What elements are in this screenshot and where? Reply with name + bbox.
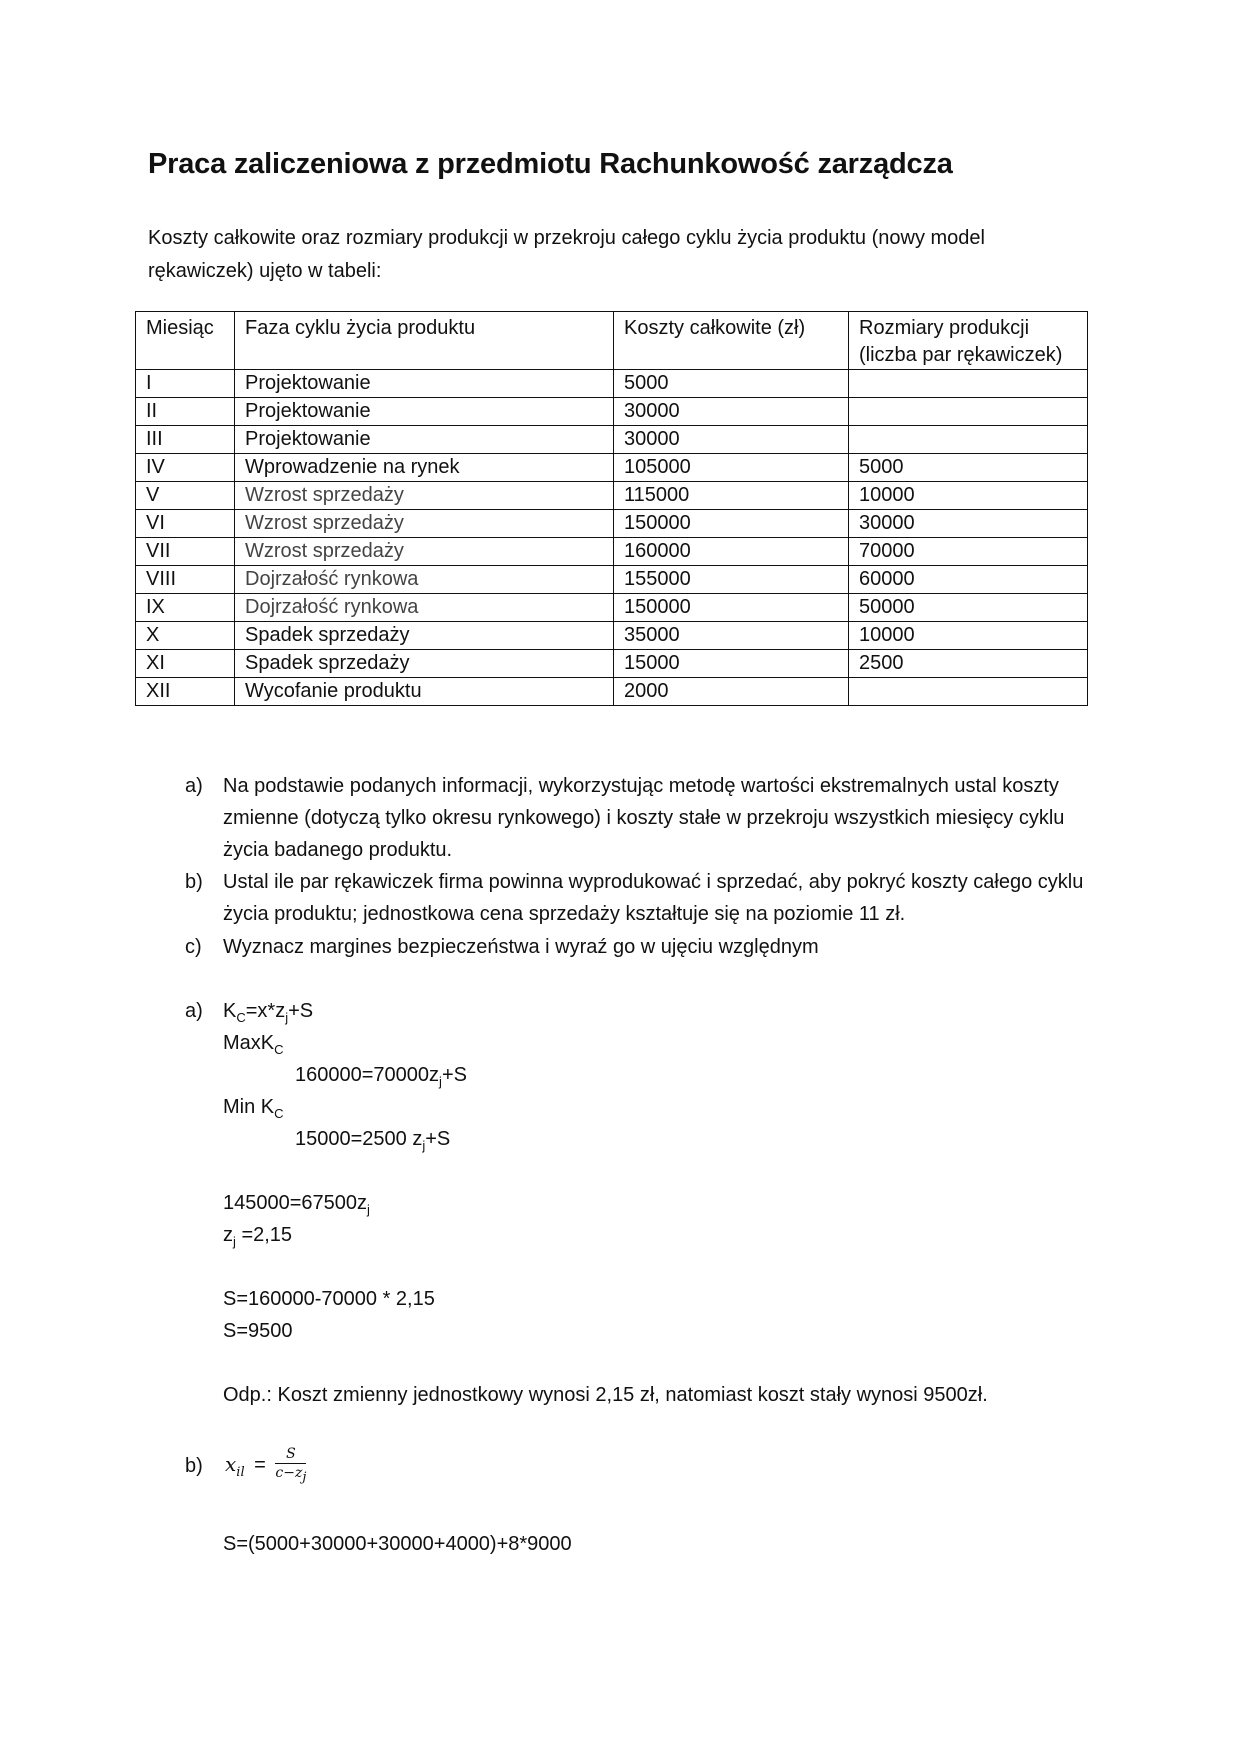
- eq-text: +S: [288, 1000, 314, 1022]
- cell-production: 2500: [849, 650, 1088, 678]
- question-label: b): [185, 871, 203, 893]
- eq-text: +S: [441, 1064, 467, 1086]
- eq-text: K: [223, 1000, 237, 1022]
- formula-eq: =: [254, 1454, 266, 1476]
- cell-month: VI: [136, 510, 235, 538]
- cell-month: VII: [136, 538, 235, 566]
- cell-phase: Spadek sprzedaży: [235, 650, 614, 678]
- table-body: [136, 370, 1088, 706]
- eq-text: 160000=70000z: [295, 1064, 440, 1086]
- intro-paragraph: Koszty całkowite oraz rozmiary produkcji w przekroju całego cyklu życia produktu (nowy model rękawiczek) ujęto w tabeli:: [148, 227, 985, 282]
- eq-sub: C: [274, 1106, 284, 1121]
- table-row: [136, 594, 1088, 622]
- formula-fraction: [275, 1446, 306, 1486]
- cell-production: 5000: [849, 454, 1088, 482]
- question-a: [185, 770, 1085, 866]
- cell-phase: Spadek sprzedaży: [235, 622, 614, 650]
- cell-production: 30000: [849, 510, 1088, 538]
- equation-line: [223, 1029, 284, 1064]
- formula-den-text: c−z: [275, 1464, 303, 1481]
- equation-line: S=9500: [223, 1320, 293, 1342]
- cell-month: IV: [136, 454, 235, 482]
- cell-production: [849, 426, 1088, 454]
- cell-phase: Wzrost sprzedaży: [235, 538, 614, 566]
- table-row: [136, 454, 1088, 482]
- question-text: Na podstawie podanych informacji, wykorzystując metodę wartości ekstremalnych ustal koszty zmienne (dotyczą tylko okresu rynkowego) i koszty stałe w przekroju wszystkich miesięcy cyklu życia badanego produktu.: [223, 775, 1065, 861]
- cell-month: V: [136, 482, 235, 510]
- equation-line: [295, 1125, 450, 1160]
- eq-text: =2,15: [235, 1224, 293, 1246]
- equation-line: [223, 997, 313, 1032]
- cell-month: III: [136, 426, 235, 454]
- cell-cost: 150000: [614, 594, 849, 622]
- cell-month: X: [136, 622, 235, 650]
- page-title: Praca zaliczeniowa z przedmiotu Rachunkowość zarządcza: [148, 148, 953, 180]
- cell-production: 60000: [849, 566, 1088, 594]
- equation-line: S=(5000+30000+30000+4000)+8*9000: [223, 1533, 572, 1555]
- eq-sub: j: [422, 1138, 426, 1153]
- eq-sub: j: [285, 1010, 289, 1025]
- eq-text: z: [223, 1224, 233, 1246]
- cell-production: [849, 370, 1088, 398]
- equation-line: [223, 1189, 370, 1224]
- question-text: Ustal ile par rękawiczek firma powinna wyprodukować i sprzedać, aby pokryć koszty całego cyklu życia produktu; jednostkowa cena sprzedaży kształtuje się na poziomie 11 zł.: [223, 871, 1084, 925]
- cell-cost: 105000: [614, 454, 849, 482]
- cell-cost: 35000: [614, 622, 849, 650]
- equation-line: [223, 1093, 284, 1128]
- table-row: [136, 566, 1088, 594]
- eq-text: Min K: [223, 1096, 275, 1118]
- eq-text: =x*z: [245, 1000, 286, 1022]
- equation-line: [295, 1061, 467, 1096]
- header-month: Miesiąc: [136, 312, 235, 370]
- cell-production: 70000: [849, 538, 1088, 566]
- header-cost: Koszty całkowite (zł): [614, 312, 849, 370]
- cell-phase: Projektowanie: [235, 398, 614, 426]
- eq-text: 145000=67500z: [223, 1192, 368, 1214]
- formula-den-sub: j: [302, 1469, 307, 1485]
- cell-phase: Wycofanie produktu: [235, 678, 614, 706]
- table-header-row: [136, 312, 1088, 370]
- equation-line: S=160000-70000 * 2,15: [223, 1288, 435, 1310]
- table-row: [136, 622, 1088, 650]
- cell-production: 50000: [849, 594, 1088, 622]
- cell-phase: Dojrzałość rynkowa: [235, 566, 614, 594]
- cell-phase: Wzrost sprzedaży: [235, 482, 614, 510]
- break-even-formula: [225, 1440, 306, 1497]
- question-text: Wyznacz margines bezpieczeństwa i wyraź go w ujęciu względnym: [223, 936, 819, 958]
- header-phase: Faza cyklu życia produktu: [235, 312, 614, 370]
- cell-phase: Projektowanie: [235, 370, 614, 398]
- cell-month: XI: [136, 650, 235, 678]
- eq-text: +S: [425, 1128, 451, 1150]
- formula-lhs: x: [225, 1452, 237, 1476]
- equation-line: [223, 1221, 292, 1256]
- eq-sub: C: [274, 1042, 284, 1057]
- cell-production: 10000: [849, 482, 1088, 510]
- eq-text: MaxK: [223, 1032, 275, 1054]
- question-label: a): [185, 775, 203, 797]
- header-production: Rozmiary produkcji (liczba par rękawiczek): [849, 312, 1088, 370]
- cell-production: [849, 398, 1088, 426]
- eq-sub: j: [233, 1234, 236, 1249]
- table-row: [136, 650, 1088, 678]
- question-c: [185, 931, 1085, 963]
- cell-month: XII: [136, 678, 235, 706]
- table-row: [136, 678, 1088, 706]
- cell-cost: 115000: [614, 482, 849, 510]
- cell-phase: Projektowanie: [235, 426, 614, 454]
- eq-sub: j: [367, 1202, 370, 1217]
- cell-cost: 15000: [614, 650, 849, 678]
- eq-sub: j: [439, 1074, 442, 1089]
- eq-sub: C: [236, 1010, 246, 1025]
- eq-text: 15000=2500 z: [295, 1128, 423, 1150]
- table-row: [136, 398, 1088, 426]
- cell-cost: 30000: [614, 398, 849, 426]
- question-b: [185, 866, 1085, 930]
- cell-phase: Wzrost sprzedaży: [235, 510, 614, 538]
- question-label: c): [185, 936, 202, 958]
- table-row: [136, 538, 1088, 566]
- cell-month: I: [136, 370, 235, 398]
- formula-lhs-sub: il: [236, 1465, 245, 1480]
- answer-line: Odp.: Koszt zmienny jednostkowy wynosi 2,15 zł, natomiast koszt stały wynosi 9500zł.: [223, 1384, 988, 1406]
- lifecycle-table: [135, 311, 1088, 706]
- cell-phase: Wprowadzenie na rynek: [235, 454, 614, 482]
- formula-denominator: [275, 1464, 306, 1486]
- table-row: [136, 370, 1088, 398]
- cell-cost: 2000: [614, 678, 849, 706]
- cell-production: 10000: [849, 622, 1088, 650]
- cell-cost: 30000: [614, 426, 849, 454]
- cell-production: [849, 678, 1088, 706]
- cell-cost: 160000: [614, 538, 849, 566]
- cell-cost: 150000: [614, 510, 849, 538]
- cell-cost: 155000: [614, 566, 849, 594]
- table-row: [136, 510, 1088, 538]
- solution-b-label: b): [185, 1455, 203, 1477]
- cell-month: IX: [136, 594, 235, 622]
- table-row: [136, 482, 1088, 510]
- cell-month: II: [136, 398, 235, 426]
- formula-numerator: S: [275, 1446, 306, 1464]
- cell-phase: Dojrzałość rynkowa: [235, 594, 614, 622]
- solution-a-label: a): [185, 1000, 203, 1022]
- cell-month: VIII: [136, 566, 235, 594]
- table-row: [136, 426, 1088, 454]
- cell-cost: 5000: [614, 370, 849, 398]
